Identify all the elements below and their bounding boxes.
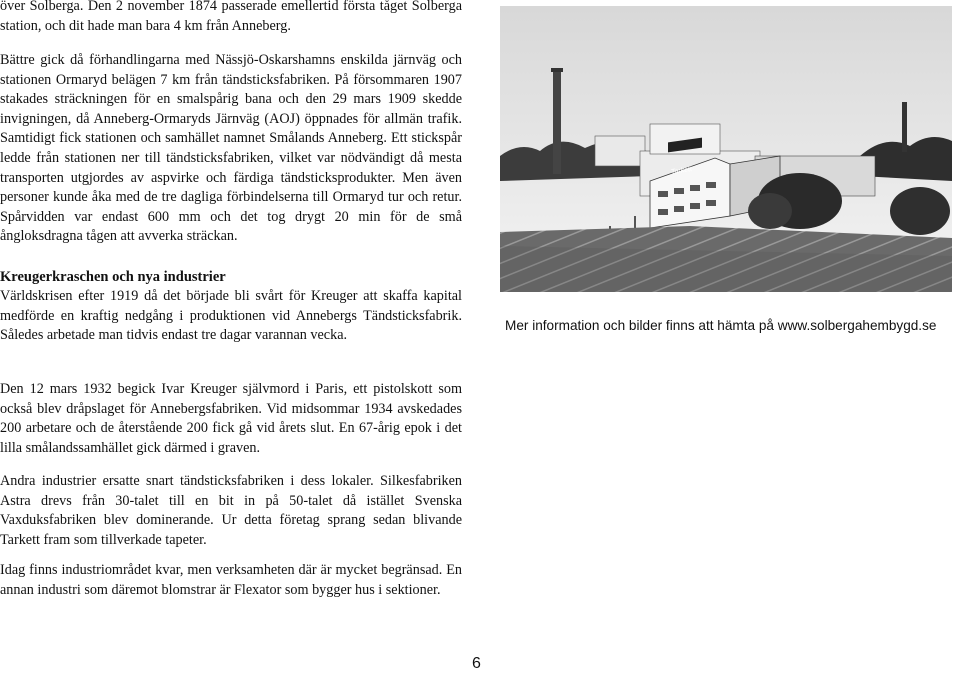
section-heading: Kreugerkraschen och nya industrier	[0, 269, 226, 285]
factory-sign-text: Tarkett	[671, 166, 692, 176]
paragraph-industry-today: Idag finns industriområdet kvar, men verksamheten där är mycket begränsad. En annan industri som däremot blomstrar är Flexator som bygger hus i sektioner.	[0, 562, 462, 598]
paragraph-kreuger-crisis: Världskrisen efter 1919 då det började bli svårt för Kreuger att skaffa kapital medförde en kraftig nedgång i produktionen vid Annebergs Tändsticksfabrik. Således arbetade man tidvis endast tre dagar varannan vecka.	[0, 288, 462, 344]
photo-caption: Mer information och bilder finns att hämta på www.solbergahembygd.se	[505, 318, 937, 333]
paragraph-railway-intro: över Solberga. Den 2 november 1874 passerade emellertid första tåget Solberga station, och dit hade man bara 4 km från Anneberg.	[0, 0, 462, 34]
factory-photo	[500, 6, 952, 292]
paragraph-other-industries: Andra industrier ersatte snart tändsticksfabriken i dess lokaler. Silkesfabriken Astra drevs från 30-talet till en bit in på 50-talet då istället Svenska Vaxduksfabriken blev dominerande. Ur detta företag sprang sedan blivande Tarkett fram som tillverkade tapeter.	[0, 473, 462, 548]
paragraph-kreuger-1932: Den 12 mars 1932 begick Ivar Kreuger självmord i Paris, ett pistolskott som också blev dråpslaget för Annebergsfabriken. Vid midsommar 1934 avskedades 200 arbetare och de återstående 200 fick gå vid årets slut. En 67-årig epok i det lilla smålandssamhället gick därmed i graven.	[0, 381, 462, 456]
paragraph-railway-aoj: Bättre gick då förhandlingarna med Nässjö-Oskarshamns enskilda järnväg och stationen Ormaryd belägen 7 km från tändsticksfabriken. På försommaren 1907 stakades sträckningen för en smalspårig bana och den 29 mars 1909 skedde invigningen, då Anneberg-Ormaryds Järnväg (AOJ) öppnades för allmän trafik. Samtidigt fick stationen och samhället namnet Smålands Anneberg. Ett stickspår ledde från stationen ner till tändsticksfabriken, vilket var nödvändigt då mesta transporten utgjordes av aspvirke och färdiga tändsticksprodukter. Men även personer kunde åka med de tre dagliga förbindelserna till Ormaryd tur och retur. Spårvidden var endast 600 mm och det tog drygt 20 min för de små ångloksdragna tågen att avverka sträckan.	[0, 52, 462, 245]
page-number: 6	[472, 655, 481, 672]
